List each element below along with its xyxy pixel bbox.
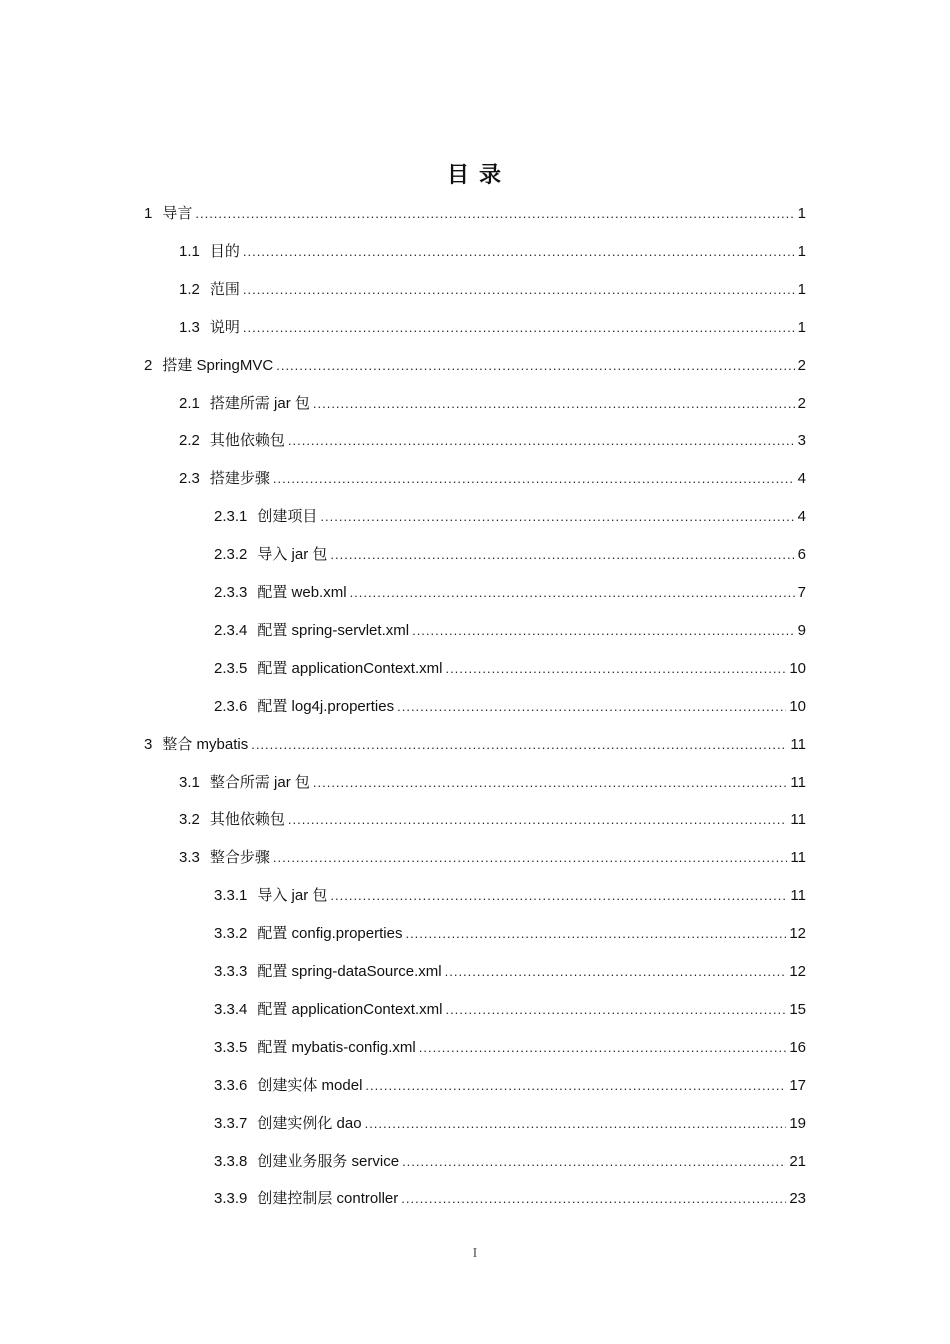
- toc-dot-leader: [445, 998, 786, 1022]
- toc-entry-number: 2.3.4: [214, 622, 248, 639]
- toc-entry-page: 11: [790, 849, 806, 866]
- toc-dot-leader: [288, 808, 788, 832]
- toc-dot-leader: [243, 316, 795, 340]
- toc-entry-number: 1.1: [179, 243, 200, 260]
- toc-entry-page: 15: [789, 1001, 806, 1018]
- toc-entry[interactable]: [214, 1112, 806, 1136]
- toc-entry-title: 创建控制层 controller: [257, 1190, 399, 1207]
- toc-entry[interactable]: [214, 581, 806, 605]
- toc-entry-number: 2.1: [179, 395, 200, 412]
- toc-dot-leader: [320, 505, 794, 529]
- toc-entry[interactable]: [214, 1036, 806, 1060]
- toc-entry[interactable]: [179, 316, 806, 340]
- toc-entry[interactable]: [179, 429, 806, 453]
- toc-dot-leader: [419, 1036, 787, 1060]
- toc-entry-page: 12: [789, 963, 806, 980]
- toc-entry-title: 创建项目: [257, 508, 318, 525]
- toc-entry[interactable]: [144, 733, 806, 757]
- toc-entry-title: 搭建 SpringMVC: [162, 357, 274, 374]
- toc-entry-number: 1.3: [179, 319, 200, 336]
- toc-entry-title: 其他依赖包: [209, 432, 285, 449]
- toc-entry-page: 10: [789, 660, 806, 677]
- toc-entry-page: 9: [797, 622, 806, 639]
- toc-entry-page: 11: [790, 774, 806, 791]
- toc-dot-leader: [273, 467, 795, 491]
- toc-dot-leader: [402, 1150, 786, 1174]
- toc-entry[interactable]: [214, 884, 806, 908]
- toc-entry-page: 11: [790, 811, 806, 828]
- toc-entry-page: 7: [797, 584, 806, 601]
- toc-entry-page: 21: [789, 1153, 806, 1170]
- toc-dot-leader: [276, 354, 794, 378]
- toc-entry[interactable]: [214, 922, 806, 946]
- toc-dot-leader: [397, 695, 786, 719]
- toc-entry[interactable]: [179, 392, 806, 416]
- toc-entry-title: 导入 jar 包: [257, 887, 328, 904]
- toc-entry[interactable]: [179, 278, 806, 302]
- toc-entry[interactable]: [214, 619, 806, 643]
- toc-entry[interactable]: [179, 467, 806, 491]
- toc-dot-leader: [243, 240, 795, 264]
- toc-entry[interactable]: [214, 543, 806, 567]
- toc-dot-leader: [313, 771, 788, 795]
- toc-entry-number: 3.3.1: [214, 887, 248, 904]
- toc-entry-page: 2: [797, 357, 806, 374]
- toc-entry-page: 11: [790, 736, 806, 753]
- toc-entry-page: 23: [789, 1190, 806, 1207]
- toc-entry-title: 配置 web.xml: [257, 584, 347, 601]
- toc-title: [0, 158, 950, 189]
- toc-entry-page: 16: [789, 1039, 806, 1056]
- toc-dot-leader: [405, 922, 786, 946]
- toc-dot-leader: [350, 581, 795, 605]
- toc-entry-number: 3.3.8: [214, 1153, 248, 1170]
- toc-entry[interactable]: [214, 998, 806, 1022]
- toc-entry-number: 2.3: [179, 470, 200, 487]
- toc-dot-leader: [195, 202, 794, 226]
- toc-dot-leader: [445, 657, 786, 681]
- toc-entry[interactable]: [144, 202, 806, 226]
- toc-entry-title: 其他依赖包: [209, 811, 285, 828]
- toc-title-text: 目 录: [446, 162, 504, 187]
- toc-entry[interactable]: [179, 846, 806, 870]
- toc-dot-leader: [401, 1187, 786, 1211]
- toc-entry[interactable]: [214, 960, 806, 984]
- toc-dot-leader: [330, 884, 787, 908]
- toc-entry-number: 3.2: [179, 811, 200, 828]
- toc-entry-page: 4: [797, 508, 806, 525]
- toc-entry-number: 3.3.7: [214, 1115, 248, 1132]
- toc-entry-number: 3.1: [179, 774, 200, 791]
- toc-entry[interactable]: [144, 354, 806, 378]
- toc-entry-title: 配置 applicationContext.xml: [257, 660, 443, 677]
- toc-dot-leader: [251, 733, 787, 757]
- toc-entry-page: 6: [797, 546, 806, 563]
- toc-entry-title: 创建业务服务 service: [257, 1153, 400, 1170]
- toc-entry-number: 3.3: [179, 849, 200, 866]
- toc-entry-title: 配置 applicationContext.xml: [257, 1001, 443, 1018]
- toc-entry-number: 3.3.9: [214, 1190, 248, 1207]
- toc-entry-page: 12: [789, 925, 806, 942]
- toc-entry-number: 2.3.3: [214, 584, 248, 601]
- toc-entry-title: 整合步骤: [209, 849, 270, 866]
- toc-entry-title: 配置 spring-servlet.xml: [257, 622, 410, 639]
- toc-entry-title: 创建实体 model: [257, 1077, 363, 1094]
- toc-dot-leader: [365, 1112, 787, 1136]
- toc-entry-title: 配置 spring-dataSource.xml: [257, 963, 442, 980]
- toc-entry-title: 配置 mybatis-config.xml: [257, 1039, 416, 1056]
- toc-dot-leader: [243, 278, 795, 302]
- toc-entry-title: 配置 log4j.properties: [257, 698, 395, 715]
- toc-entry-number: 2.3.1: [214, 508, 248, 525]
- toc-entry-title: 导言: [162, 205, 193, 222]
- toc-entry-page: 3: [797, 432, 806, 449]
- toc-entry-number: 1: [144, 205, 153, 222]
- toc-entry-title: 范围: [209, 281, 240, 298]
- toc-entry-page: 19: [789, 1115, 806, 1132]
- toc-entry-page: 4: [797, 470, 806, 487]
- page-number: I: [472, 1246, 478, 1261]
- toc-entry-title: 整合所需 jar 包: [209, 774, 310, 791]
- toc-dot-leader: [313, 392, 795, 416]
- toc-entry-page: 1: [797, 205, 806, 222]
- toc-dot-leader: [365, 1074, 786, 1098]
- toc-entry-number: 3.3.2: [214, 925, 248, 942]
- toc-entry[interactable]: [214, 1187, 806, 1211]
- toc-dot-leader: [445, 960, 787, 984]
- toc-entry-page: 10: [789, 698, 806, 715]
- toc-entry-number: 2.3.5: [214, 660, 248, 677]
- toc-dot-leader: [273, 846, 788, 870]
- toc-entry-number: 3: [144, 736, 153, 753]
- toc-dot-leader: [412, 619, 795, 643]
- toc-entry-page: 1: [797, 281, 806, 298]
- toc-entry[interactable]: [214, 1150, 806, 1174]
- toc-entry-title: 整合 mybatis: [162, 736, 249, 753]
- toc-entry-page: 1: [797, 319, 806, 336]
- toc-entry-title: 创建实例化 dao: [257, 1115, 362, 1132]
- toc-entry-number: 3.3.6: [214, 1077, 248, 1094]
- toc-entry-title: 目的: [209, 243, 240, 260]
- toc-entry-title: 搭建所需 jar 包: [209, 395, 310, 412]
- toc-entry-page: 11: [790, 887, 806, 904]
- toc-entry-number: 2.2: [179, 432, 200, 449]
- toc-entry[interactable]: [179, 771, 806, 795]
- toc-entry[interactable]: [214, 505, 806, 529]
- toc-entry[interactable]: [179, 240, 806, 264]
- toc-entry-page: 2: [797, 395, 806, 412]
- toc-entry-number: 3.3.4: [214, 1001, 248, 1018]
- toc-entry-number: 3.3.5: [214, 1039, 248, 1056]
- toc-entry-title: 配置 config.properties: [257, 925, 403, 942]
- toc-dot-leader: [288, 429, 795, 453]
- toc-dot-leader: [330, 543, 794, 567]
- toc-entry-number: 2: [144, 357, 153, 374]
- toc-entry[interactable]: [214, 695, 806, 719]
- toc-entry-title: 搭建步骤: [209, 470, 270, 487]
- toc-entry-number: 1.2: [179, 281, 200, 298]
- toc-entry-title: 导入 jar 包: [257, 546, 328, 563]
- toc-entry[interactable]: [214, 1074, 806, 1098]
- toc-entry[interactable]: [179, 808, 806, 832]
- toc-entry-page: 17: [789, 1077, 806, 1094]
- toc-entry-number: 2.3.2: [214, 546, 248, 563]
- toc-entry-number: 3.3.3: [214, 963, 248, 980]
- toc-entry-page: 1: [797, 243, 806, 260]
- toc-entry-title: 说明: [209, 319, 240, 336]
- toc-entry-number: 2.3.6: [214, 698, 248, 715]
- toc-entry[interactable]: [214, 657, 806, 681]
